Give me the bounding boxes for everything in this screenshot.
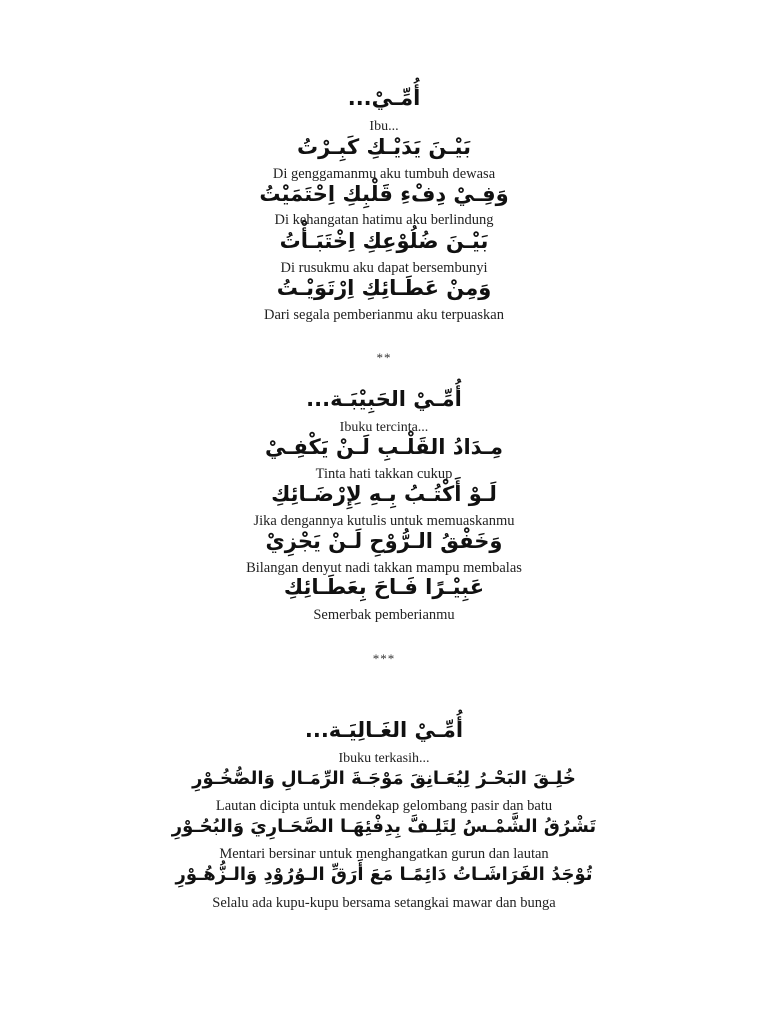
stanza-3-verse-3-translation: Selalu ada kupu-kupu bersama setangkai mawar dan bunga — [212, 895, 556, 911]
stanza-1-verse-2-translation: Di kehangatan hatimu aku berlindung — [274, 212, 494, 228]
stanza-1-title: أُمِّـيْ... — [347, 86, 421, 110]
stanza-1-verse-1-arabic: بَيْـنَ يَدَيْـكِ كَبِـرْتُ — [297, 135, 471, 159]
stanza-separator: ** — [376, 350, 392, 365]
stanza-1-verse-4-translation: Dari segala pemberianmu aku terpuaskan — [264, 307, 504, 323]
stanza-2-verse-2-translation: Jika dengannya kutulis untuk memuaskanmu — [253, 513, 515, 529]
stanza-3-verse-3-arabic: تُوْجَدُ الفَرَاشَـاتُ دَائِمًـا مَعَ أَرَقِّ الـوُرُوْدِ وَالـزُّهُـوْرِ — [175, 864, 593, 885]
stanza-3-intro: Ibuku terkasih... — [338, 751, 430, 766]
stanza-2-verse-3-translation: Bilangan denyut nadi takkan mampu membalas — [246, 560, 522, 576]
stanza-2-verse-1-translation: Tinta hati takkan cukup — [315, 466, 453, 482]
stanza-3-verse-1-arabic: خُلِـقَ البَحْـرُ لِيُعَـانِقَ مَوْجَـةَ الرِّمَـالِ وَالصُّخُـوْرِ — [192, 768, 576, 789]
stanza-1-verse-1-translation: Di genggamanmu aku tumbuh dewasa — [272, 166, 496, 182]
stanza-3-verse-2-translation: Mentari bersinar untuk menghangatkan gurun dan lautan — [219, 846, 549, 862]
stanza-1-verse-3-arabic: بَيْـنَ ضُلُوْعِكِ اِخْتَبَـأْتُ — [279, 229, 489, 253]
stanza-2-verse-4-translation: Semerbak pemberianmu — [313, 607, 455, 623]
stanza-1-verse-4-arabic: وَمِنْ عَطَـائِكِ اِرْتَوَيْـتُ — [276, 276, 492, 300]
stanza-2-verse-1-arabic: مِـدَادُ القَلْـبِ لَـنْ يَكْفِـيْ — [265, 435, 503, 459]
stanza-1-intro: Ibu... — [369, 119, 399, 134]
stanza-2-title: أُمِّـيْ الحَبِيْبَـة... — [306, 387, 462, 411]
stanza-3-title: أُمِّـيْ الغَـالِيَـة... — [304, 718, 464, 742]
stanza-3-verse-2-arabic: تَشْرُقُ الشَّمْـسُ لِتَلِـفَّ بِدِفْئِهَـا الصَّحَـارِيَ وَالبُحُـوْرِ — [171, 816, 597, 837]
stanza-1-verse-3-translation: Di rusukmu aku dapat bersembunyi — [280, 260, 488, 276]
stanza-3-verse-1-translation: Lautan dicipta untuk mendekap gelombang pasir dan batu — [215, 798, 553, 814]
stanza-1-verse-2-arabic: وَفِـيْ دِفْءِ قَلْبِكِ اِحْتَمَيْتُ — [259, 182, 509, 206]
stanza-2-intro: Ibuku tercinta... — [339, 420, 429, 435]
stanza-2-verse-4-arabic: عَبِيْـرًا فَـاحَ بِعَطَـائِكِ — [283, 575, 485, 599]
stanza-2-verse-3-arabic: وَخَفْقُ الـرُّوْحِ لَـنْ يَجْزِيْ — [265, 529, 503, 553]
stanza-2-verse-2-arabic: لَـوْ أَكْتُـبُ بِـهِ لِإِرْضَـائِكِ — [271, 482, 497, 506]
stanza-separator: *** — [372, 651, 396, 666]
